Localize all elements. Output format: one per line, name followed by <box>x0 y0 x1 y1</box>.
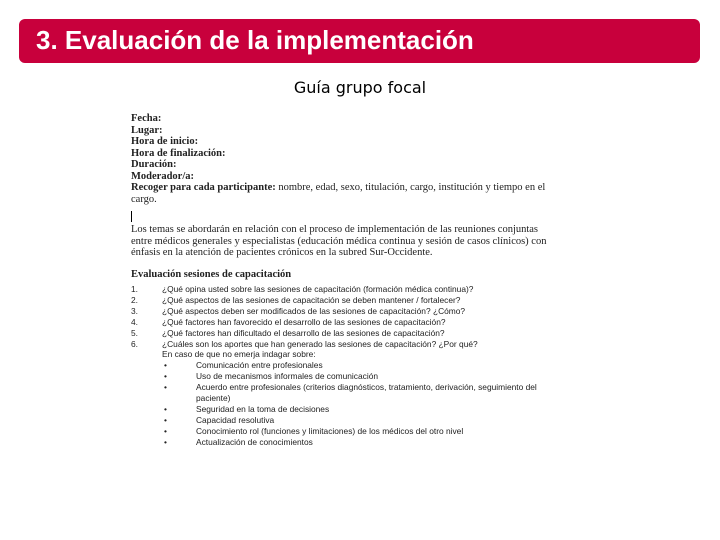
field-duration: Duración: <box>131 159 177 170</box>
field-start-time: Hora de inicio: <box>131 136 199 147</box>
section-title: Evaluación sesiones de capacitación <box>131 268 292 280</box>
field-end-time: Hora de finalización: <box>131 147 226 159</box>
probe-intro: En caso de que no emerja indagar sobre: <box>162 349 316 360</box>
probe-item: • Seguridad en la toma de decisiones <box>164 403 330 414</box>
bullet-icon: • <box>164 425 167 436</box>
bullet-icon: • <box>164 436 167 447</box>
bullet-icon: • <box>164 371 167 382</box>
probe-item: • Capacidad resolutiva <box>164 414 275 425</box>
field-place: Lugar: <box>131 124 163 136</box>
probe-item: • Actualización de conocimientos <box>164 436 313 447</box>
intro-paragraph: Los temas se abordarán en relación con el proceso de implementación de las reuniones conjuntas entre médicos generales y especialistas (educación médica continua y sesión de casos clínicos) con énfasis en la atención de pacientes crónicos en la subred Sur-Occidente. <box>131 224 547 258</box>
bullet-icon: • <box>164 414 167 425</box>
meta-fields <box>131 113 561 205</box>
bullet-icon: • <box>164 382 167 393</box>
question-item: 6. ¿Cuáles son los aportes que han generado las sesiones de capacitación? ¿Por qué? <box>131 338 478 349</box>
probe-item: • Acuerdo entre profesionales (criterios diagnósticos, tratamiento, derivación, seguimiento del paciente) <box>164 382 537 404</box>
question-item: 1. ¿Qué opina usted sobre las sesiones de capacitación (formación médica continua)? <box>131 284 474 294</box>
question-item: 3. ¿Qué aspectos deben ser modificados de las sesiones de capacitación? ¿Cómo? <box>131 305 466 316</box>
probe-item: • Conocimiento rol (funciones y limitaciones) de los médicos del otro nivel <box>164 425 464 436</box>
title-bar <box>19 19 700 63</box>
document-subtitle: Guía grupo focal <box>293 78 427 97</box>
slide-title: 3. Evaluación de la implementación <box>36 25 474 55</box>
question-item: 2. ¿Qué aspectos de las sesiones de capacitación se deben mantener / fortalecer? <box>131 294 461 305</box>
field-participant: Recoger para cada participante: nombre, edad, sexo, titulación, cargo, institución y tiempo en el cargo. <box>131 182 546 205</box>
bullet-icon: • <box>164 360 167 371</box>
field-moderator: Moderador/a: <box>131 170 194 182</box>
question-item: 4. ¿Qué factores han favorecido el desarrollo de las sesiones de capacitación? <box>131 316 446 327</box>
bullet-icon: • <box>164 403 167 414</box>
probe-item: • Uso de mecanismos informales de comunicación <box>164 371 379 382</box>
text-cursor <box>131 211 132 222</box>
document-page <box>131 113 561 503</box>
question-item: 5. ¿Qué factores han dificultado el desarrollo de las sesiones de capacitación? <box>131 327 445 338</box>
field-date: Fecha: <box>131 113 162 124</box>
probe-item: • Comunicación entre profesionales <box>164 360 323 371</box>
